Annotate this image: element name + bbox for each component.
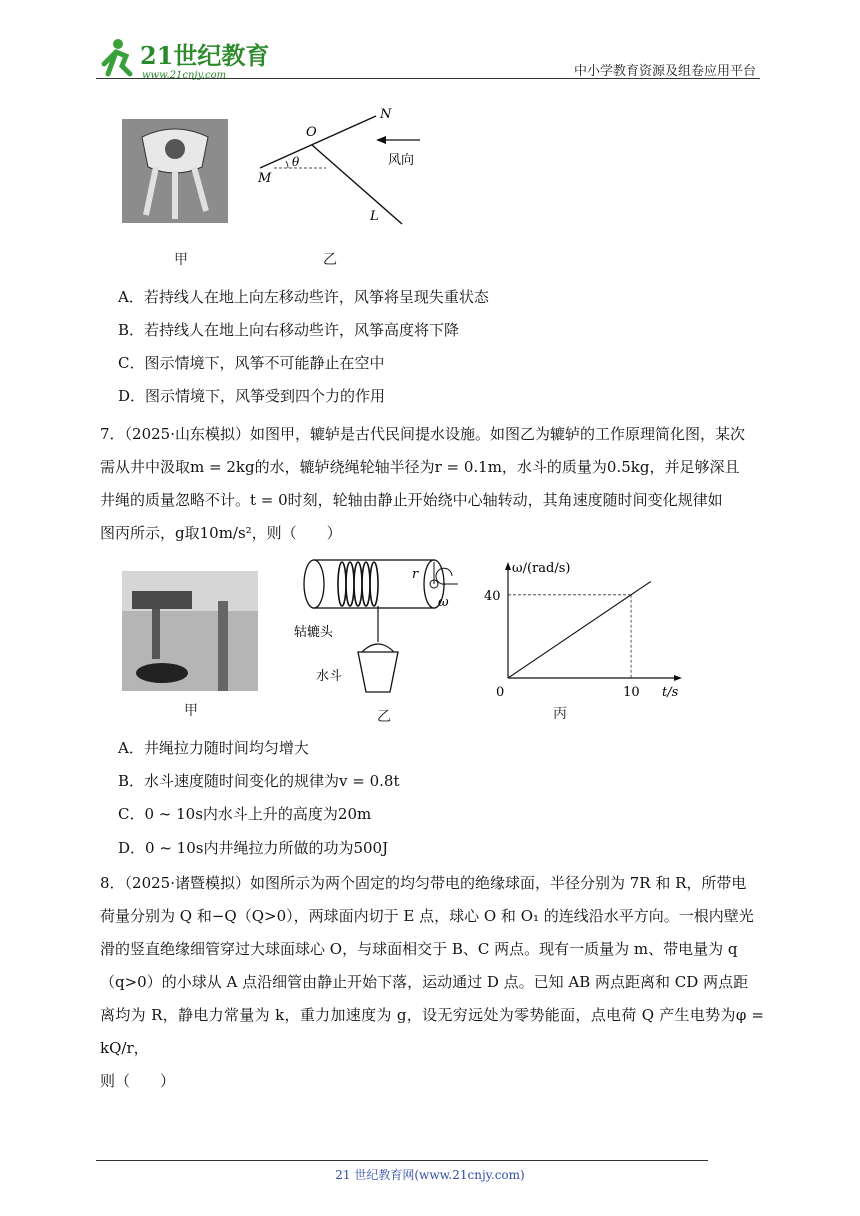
q8-line: 荷量分别为 Q 和−Q（Q>0），两球面内切于 E 点，球心 O 和 O₁ 的连线沿水平方向。一根内壁光 xyxy=(100,907,754,925)
q7-option-b: B．水斗速度随时间变化的规律为v = 0.8t xyxy=(118,772,400,790)
y-axis-label: ω/(rad/s) xyxy=(512,561,571,576)
label-omega: ω xyxy=(438,595,449,610)
q7-figure-bing-label: 丙 xyxy=(553,706,567,722)
label-wind: 风向 xyxy=(388,153,415,168)
y-axis-arrow xyxy=(505,562,511,570)
q6-option-b: B．若持线人在地上向右移动些许，风筝高度将下降 xyxy=(118,321,460,339)
q7-option-c: C．0 ~ 10s内水斗上升的高度为20m xyxy=(118,805,372,823)
header-divider xyxy=(96,78,760,79)
header-platform-text: 中小学教育资源及组卷应用平台 xyxy=(573,64,756,79)
omega-time-chart xyxy=(484,560,688,700)
q7-line: 井绳的质量忽略不计。t = 0时刻，轮轴由静止开始绕中心轴转动，其角速度随时间变化规律如 xyxy=(100,491,723,509)
q7-option-d: D．0 ~ 10s内井绳拉力所做的功为500J xyxy=(118,839,389,857)
label-O: O xyxy=(306,125,317,140)
q7-figure-yi-label: 乙 xyxy=(377,709,391,725)
q7-option-a: A．井绳拉力随时间均匀增大 xyxy=(118,739,309,757)
q6-figure-jia-label: 甲 xyxy=(174,252,188,268)
x-axis-arrow xyxy=(674,675,682,681)
logo-text: 21世纪教育 xyxy=(140,41,270,70)
q7-line: 需从井中汲取m = 2kg的水，辘轳绕绳轮轴半径为r = 0.1m，水斗的质量为0.5kg，并足够深且 xyxy=(100,458,740,476)
q8-line: 8．（2025·诸暨模拟）如图所示为两个固定的均匀带电的绝缘球面，半径分别为 7R 和 R，所带电 xyxy=(100,874,747,892)
logo-url: www.21cnjy.com xyxy=(142,70,227,81)
x-axis-label: t/s xyxy=(662,685,679,700)
q8-line: 离均为 R，静电力常量为 k，重力加速度为 g，设无穷远处为零势能面，点电荷 Q 产生电势为φ = kQ/r， xyxy=(100,1006,764,1057)
footer-text: 21 世纪教育网(www.21cnjy.com) xyxy=(335,1168,525,1182)
label-N: N xyxy=(380,107,392,122)
q6-figure-yi-label: 乙 xyxy=(323,252,337,268)
footer-divider xyxy=(96,1160,708,1161)
label-L: L xyxy=(370,209,379,224)
windlass-diagram xyxy=(292,556,472,698)
q7-figure-jia-label: 甲 xyxy=(184,703,198,719)
label-r: r xyxy=(412,567,419,582)
q6-option-a: A．若持线人在地上向左移动些许，风筝将呈现失重状态 xyxy=(118,288,489,306)
q6-option-d: D．图示情境下，风筝受到四个力的作用 xyxy=(118,387,386,405)
x-tick-label: 10 xyxy=(623,685,640,700)
label-bucket: 水斗 xyxy=(316,669,343,684)
q7-stem xyxy=(100,418,764,550)
q7-line: 7．（2025·山东模拟）如图甲，辘轳是古代民间提水设施。如图乙为辘轳的工作原理简化图，某次 xyxy=(100,425,745,443)
kite-photo xyxy=(122,119,228,223)
label-M: M xyxy=(258,171,272,186)
omega-series-line xyxy=(508,581,651,678)
q7-line: 图丙所示，g取10m/s²，则（ ） xyxy=(100,524,342,542)
runner-icon xyxy=(104,39,130,74)
q8-line: 则（ ） xyxy=(100,1072,176,1090)
x-tick-label: 0 xyxy=(496,685,505,700)
q8-line: 滑的竖直绝缘细管穿过大球面球心 O，与球面相交于 B、C 两点。现有一质量为 m、带电量为 q xyxy=(100,940,738,958)
q8-line: （q>0）的小球从 A 点沿细管由静止开始下落，运动通过 D 点。已知 AB 两点距离和 CD 两点距 xyxy=(100,973,749,991)
label-head: 轱辘头 xyxy=(294,625,334,640)
y-tick-label: 40 xyxy=(484,588,501,604)
well-photo xyxy=(122,571,258,691)
chart-axes xyxy=(505,562,682,681)
label-theta: θ xyxy=(292,155,300,169)
q6-option-c: C．图示情境下，风筝不可能静止在空中 xyxy=(118,354,385,372)
q8-stem xyxy=(100,867,764,1098)
site-logo xyxy=(96,34,270,82)
kite-force-diagram xyxy=(252,104,432,230)
